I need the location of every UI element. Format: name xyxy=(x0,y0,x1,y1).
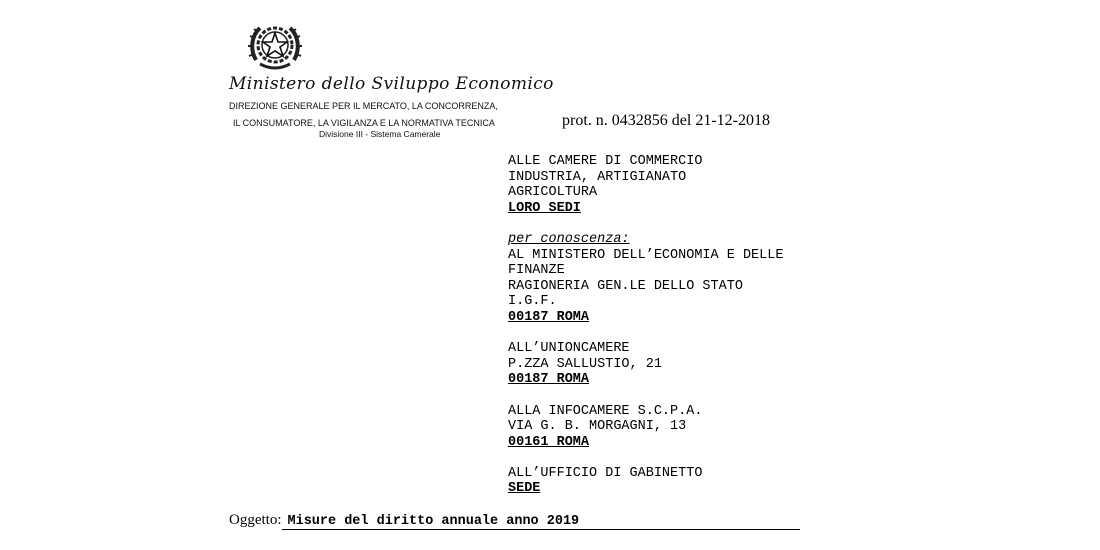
cc-label: per conoscenza: xyxy=(508,231,630,247)
address-line: RAGIONERIA GEN.LE DELLO STATO xyxy=(508,278,743,294)
address-location: 00161 ROMA xyxy=(508,434,590,450)
address-line: AL MINISTERO DELL’ECONOMIA E DELLE xyxy=(508,247,784,263)
address-location: 00187 ROMA xyxy=(508,309,590,325)
recipient-camere xyxy=(508,154,783,216)
division-line: Divisione III - Sistema Camerale xyxy=(319,129,441,139)
recipient-unioncamere xyxy=(508,341,783,388)
address-line: ALLA INFOCAMERE S.C.P.A. xyxy=(508,403,703,419)
direction-line-2: IL CONSUMATORE, LA VIGILANZA E LA NORMATIVA TECNICA xyxy=(233,118,495,128)
subject-line xyxy=(229,512,800,530)
subject-text: Misure del diritto annuale anno 2019 xyxy=(282,514,800,530)
address-location: SEDE xyxy=(508,481,541,497)
address-line: I.G.F. xyxy=(508,294,557,310)
recipients-block xyxy=(508,154,783,497)
address-line: ALL’UFFICIO DI GABINETTO xyxy=(508,465,703,481)
address-line: AGRICOLTURA xyxy=(508,185,598,201)
address-line: FINANZE xyxy=(508,263,565,279)
address-line: ALLE CAMERE DI COMMERCIO xyxy=(508,154,703,169)
address-line: P.ZZA SALLUSTIO, 21 xyxy=(508,356,662,372)
address-line: ALL’UNIONCAMERE xyxy=(508,341,630,357)
recipient-infocamere xyxy=(508,404,783,451)
direction-line-1: DIREZIONE GENERALE PER IL MERCATO, LA CONCORRENZA, xyxy=(229,101,498,111)
recipient-mef xyxy=(508,232,783,326)
address-location: LORO SEDI xyxy=(508,200,581,216)
italian-republic-emblem-icon xyxy=(246,16,304,74)
protocol-number: prot. n. 0432856 del 21-12-2018 xyxy=(562,112,770,129)
ministry-name: Ministero dello Sviluppo Economico xyxy=(229,74,554,94)
address-location: 00187 ROMA xyxy=(508,372,590,388)
recipient-gabinetto xyxy=(508,466,783,497)
address-line: VIA G. B. MORGAGNI, 13 xyxy=(508,419,687,435)
subject-label: Oggetto: xyxy=(229,512,282,528)
address-line: INDUSTRIA, ARTIGIANATO xyxy=(508,169,687,185)
